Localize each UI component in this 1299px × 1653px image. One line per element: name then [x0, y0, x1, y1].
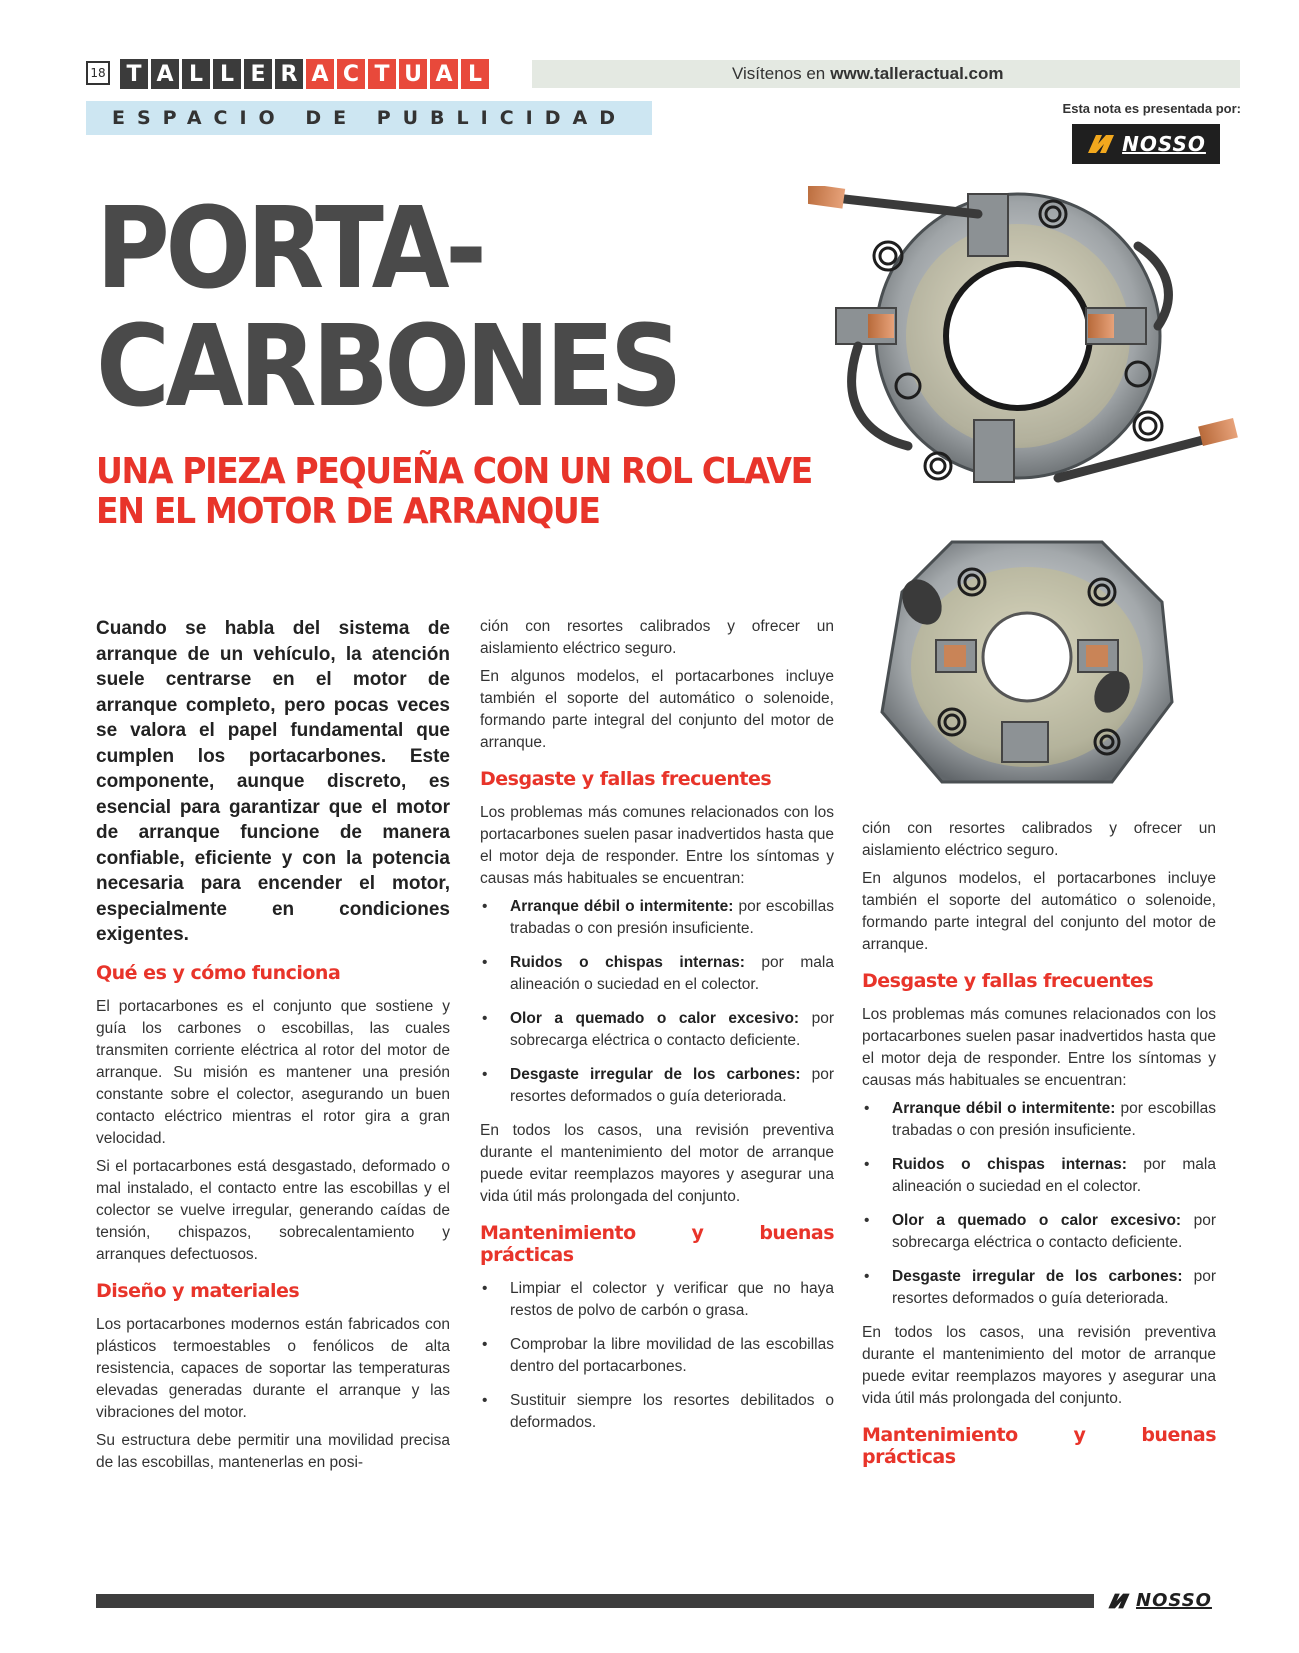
- list-item: [862, 1098, 1216, 1142]
- logo-letter: E: [244, 59, 272, 89]
- logo-letter: A: [151, 59, 179, 89]
- symptom-term: Desgaste irregular de los carbones:: [892, 1268, 1183, 1285]
- body-paragraph: En algunos modelos, el portacarbones incluye también el soporte del automático o solenoide, formando parte integral del conjunto del motor de arranque.: [480, 668, 834, 751]
- symptom-desc: por escobillas trabadas o con presión insuficiente.: [510, 898, 834, 937]
- sponsor-label: Esta nota es presentada por:: [1062, 101, 1241, 116]
- article-subtitle: [96, 452, 812, 532]
- symptom-term: Olor a quemado o calor excesivo:: [892, 1212, 1182, 1229]
- list-item: [480, 896, 834, 940]
- symptom-desc: por resortes deformados o guía deteriorada.: [892, 1268, 1216, 1307]
- symptom-term: Arranque débil o intermitente:: [510, 898, 734, 915]
- talleractual-logo: [120, 59, 489, 89]
- symptom-desc: por sobrecarga eléctrica o contacto deficiente.: [892, 1212, 1216, 1251]
- symptom-term: Desgaste irregular de los carbones:: [510, 1066, 801, 1083]
- brush-holder-photo-2: [862, 532, 1188, 802]
- section-label: ESPACIO DE PUBLICIDAD: [86, 101, 652, 135]
- lead-paragraph: Cuando se habla del sistema de arranque de un vehículo, la atención suele centrarse en el motor de arranque completo, pero pocas veces se valora el papel fundamental que cumplen los portacarbones. Este componente, aunque discreto, es esencial para garantizar que el motor de arranque funcione de manera confiable, eficiente y con la potencia necesaria para encender el motor, especialmente en condiciones exigentes.: [96, 618, 450, 945]
- visit-bar: [532, 60, 1240, 88]
- article-column-1: [96, 616, 450, 1480]
- symptom-term: Arranque débil o intermitente:: [892, 1100, 1116, 1117]
- body-paragraph: ción con resortes calibrados y ofrecer un aislamiento eléctrico seguro.: [862, 820, 1216, 859]
- title-line: CARBONES: [96, 302, 678, 432]
- logo-letter: U: [399, 59, 427, 89]
- logo-letter: A: [306, 59, 334, 89]
- body-paragraph: Si el portacarbones está desgastado, deformado o mal instalado, el contacto entre las escobillas y el colector se vuelve irregular, generando caídas de tensión, chispazos, sobrecalentamiento y arranques defectuosos.: [96, 1157, 450, 1263]
- section-heading: Qué es y cómo funciona: [96, 961, 341, 984]
- list-item: [480, 1064, 834, 1108]
- body-paragraph: ción con resortes calibrados y ofrecer un aislamiento eléctrico seguro.: [480, 618, 834, 657]
- sponsor-logo: [1072, 124, 1220, 164]
- logo-letter: L: [461, 59, 489, 89]
- page-number: 18: [86, 61, 110, 85]
- website-link[interactable]: www.talleractual.com: [830, 64, 1004, 83]
- symptom-desc: por escobillas trabadas o con presión insuficiente.: [892, 1100, 1216, 1139]
- body-paragraph: El portacarbones es el conjunto que sostiene y guía los carbones o escobillas, las cuales transmiten corriente eléctrica al rotor del motor de arranque. Su misión es mantener una presión constante sobre el colector, asegurando un buen contacto eléctrico mientras el rotor gira a gran velocidad.: [96, 997, 450, 1147]
- section-heading: Desgaste y fallas frecuentes: [862, 970, 1154, 992]
- list-item: [480, 952, 834, 996]
- symptoms-list: [480, 896, 834, 1108]
- section-heading: Mantenimiento y buenas prácticas: [480, 1222, 834, 1266]
- body-paragraph: Los portacarbones modernos están fabricados con plásticos termoestables o fenólicos de alta resistencia, capaces de soportar las temperaturas elevadas generadas durante el arranque y las vibraciones del motor.: [96, 1315, 450, 1421]
- footer-logo: [1106, 1590, 1212, 1611]
- title-line: PORTA-: [96, 184, 483, 314]
- symptom-desc: por mala alineación o suciedad en el colector.: [892, 1156, 1216, 1195]
- list-item: • Sustituir siempre los resortes debilitados o deformados.: [480, 1390, 834, 1434]
- list-item: [862, 1266, 1216, 1310]
- body-paragraph: En todos los casos, una revisión preventiva durante el mantenimiento del motor de arranque puede evitar reemplazos mayores y asegurar una vida útil más prolongada del conjunto.: [862, 1324, 1216, 1407]
- body-paragraph: Los problemas más comunes relacionados con los portacarbones suelen pasar inadvertidos hasta que el motor deja de responder. Entre los síntomas y causas más habituales se encuentran:: [862, 1006, 1216, 1089]
- logo-letter: L: [213, 59, 241, 89]
- logo-letter: L: [182, 59, 210, 89]
- nosso-mark-icon: [1086, 133, 1116, 155]
- subtitle-line: UNA PIEZA PEQUEÑA CON UN ROL CLAVE: [96, 451, 812, 492]
- list-item: [862, 1210, 1216, 1254]
- article-column-3: [862, 818, 1216, 1480]
- logo-letter: R: [275, 59, 303, 89]
- symptom-term: Olor a quemado o calor excesivo:: [510, 1010, 800, 1027]
- list-item: • Comprobar la libre movilidad de las escobillas dentro del portacarbones.: [480, 1334, 834, 1378]
- article-column-2: [480, 616, 834, 1446]
- symptom-term: Ruidos o chispas internas:: [510, 954, 745, 971]
- body-paragraph: Los problemas más comunes relacionados con los portacarbones suelen pasar inadvertidos hasta que el motor deja de responder. Entre los síntomas y causas más habituales se encuentran:: [480, 804, 834, 887]
- symptom-desc: por resortes deformados o guía deteriorada.: [510, 1066, 834, 1105]
- maintenance-list: [480, 1278, 834, 1434]
- list-item: • Limpiar el colector y verificar que no haya restos de polvo de carbón o grasa.: [480, 1278, 834, 1322]
- body-paragraph: Su estructura debe permitir una movilidad precisa de las escobillas, mantenerlas en posi-: [96, 1431, 450, 1471]
- visit-text: Visítenos en: [732, 64, 826, 83]
- symptom-desc: por mala alineación o suciedad en el colector.: [510, 954, 834, 993]
- nosso-mark-icon: [1106, 1592, 1132, 1610]
- sponsor-brand: NOSSO: [1122, 132, 1206, 156]
- section-heading: Desgaste y fallas frecuentes: [480, 768, 772, 790]
- subtitle-line: EN EL MOTOR DE ARRANQUE: [96, 491, 600, 532]
- footer-brand: NOSSO: [1136, 1590, 1212, 1611]
- body-paragraph: En todos los casos, una revisión preventiva durante el mantenimiento del motor de arranque puede evitar reemplazos mayores y asegurar una vida útil más prolongada del conjunto.: [480, 1122, 834, 1205]
- article-title: [96, 184, 678, 432]
- logo-letter: T: [120, 59, 148, 89]
- body-paragraph: En algunos modelos, el portacarbones incluye también el soporte del automático o solenoide, formando parte integral del conjunto del motor de arranque.: [862, 870, 1216, 953]
- section-heading: Diseño y materiales: [96, 1279, 300, 1302]
- list-item: [480, 1008, 834, 1052]
- footer-bar: [96, 1594, 1094, 1608]
- list-item: [862, 1154, 1216, 1198]
- logo-letter: T: [368, 59, 396, 89]
- logo-letter: C: [337, 59, 365, 89]
- logo-letter: A: [430, 59, 458, 89]
- brush-holder-photo-1: [808, 186, 1244, 516]
- symptoms-list: [862, 1098, 1216, 1310]
- symptom-term: Ruidos o chispas internas:: [892, 1156, 1127, 1173]
- section-heading: Mantenimiento y buenas prácticas: [862, 1424, 1216, 1468]
- symptom-desc: por sobrecarga eléctrica o contacto deficiente.: [510, 1010, 834, 1049]
